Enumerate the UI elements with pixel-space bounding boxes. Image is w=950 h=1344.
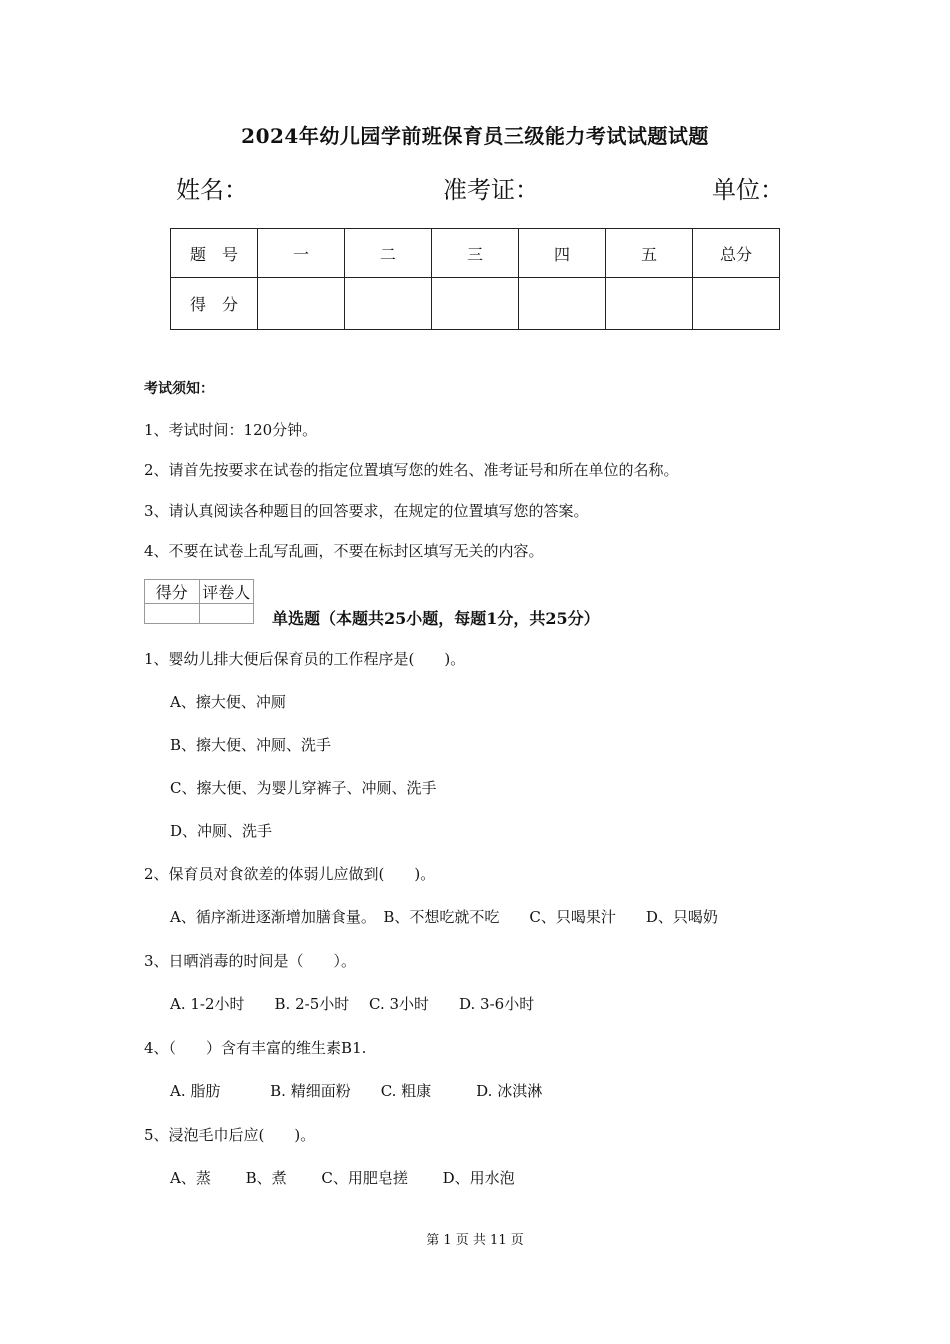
answer-option: A、擦大便、冲厕: [170, 693, 286, 711]
score-table-cell: 二: [345, 229, 432, 278]
score-entry-cell[interactable]: [519, 278, 606, 330]
score-row-label: 得 分: [171, 278, 258, 330]
notice-item: 4、不要在试卷上乱写乱画，不要在标封区填写无关的内容。: [144, 542, 544, 560]
answer-option: C、擦大便、为婴儿穿裤子、冲厕、洗手: [170, 779, 437, 797]
grader-reviewer-label: 评卷人: [199, 580, 254, 604]
score-entry-cell[interactable]: [345, 278, 432, 330]
answer-option: B、擦大便、冲厕、洗手: [170, 736, 332, 754]
score-table-cell: 四: [519, 229, 606, 278]
question-text: 3、日晒消毒的时间是（ ）。: [144, 952, 357, 970]
score-table-header-row: [171, 229, 780, 278]
score-entry-cell[interactable]: [432, 278, 519, 330]
score-entry-cell[interactable]: [693, 278, 780, 330]
notice-heading: 考试须知：: [144, 381, 214, 397]
score-table-cell: 一: [258, 229, 345, 278]
score-entry-cell[interactable]: [258, 278, 345, 330]
notice-item: 3、请认真阅读各种题目的回答要求，在规定的位置填写您的答案。: [144, 502, 589, 520]
score-table-cell: 三: [432, 229, 519, 278]
score-table: [170, 228, 780, 330]
grader-reviewer-entry[interactable]: [199, 604, 254, 624]
question-text: 4、（ ）含有丰富的维生素B1.: [144, 1039, 367, 1057]
answer-option: D、冲厕、洗手: [170, 822, 273, 840]
score-table-score-row: [171, 278, 780, 330]
name-field-label: 姓名：: [176, 176, 248, 204]
exam-id-field-label: 准考证：: [443, 176, 539, 204]
notice-item: 1、考试时间：120分钟。: [144, 421, 318, 439]
notice-item: 2、请首先按要求在试卷的指定位置填写您的姓名、准考证号和所在单位的名称。: [144, 461, 679, 479]
score-table-cell: 题 号: [171, 229, 258, 278]
grader-score-label: 得分: [145, 580, 200, 604]
question-text: 5、浸泡毛巾后应( )。: [144, 1126, 316, 1144]
score-entry-cell[interactable]: [606, 278, 693, 330]
question-text: 2、保育员对食欲差的体弱儿应做到( )。: [144, 865, 436, 883]
page-title: 2024年幼儿园学前班保育员三级能力考试试题试题: [241, 124, 709, 148]
answer-option: A. 脂肪 B. 精细面粉 C. 粗康 D. 冰淇淋: [170, 1082, 543, 1100]
page-footer: 第 1 页 共 11 页: [426, 1233, 524, 1248]
answer-option: A、循序渐进逐渐增加膳食量。 B、不想吃就不吃 C、只喝果汁 D、只喝奶: [170, 908, 718, 926]
answer-option: A. 1-2小时 B. 2-5小时 C. 3小时 D. 3-6小时: [170, 995, 535, 1013]
grader-box: [144, 579, 254, 624]
unit-field-label: 单位：: [712, 176, 784, 204]
question-text: 1、婴幼儿排大便后保育员的工作程序是( )。: [144, 650, 466, 668]
grader-score-entry[interactable]: [145, 604, 200, 624]
score-table-cell: 五: [606, 229, 693, 278]
section-title: 单选题（本题共25小题，每题1分，共25分）: [272, 609, 600, 628]
answer-option: A、蒸 B、煮 C、用肥皂搓 D、用水泡: [170, 1169, 515, 1187]
score-table-cell: 总分: [693, 229, 780, 278]
